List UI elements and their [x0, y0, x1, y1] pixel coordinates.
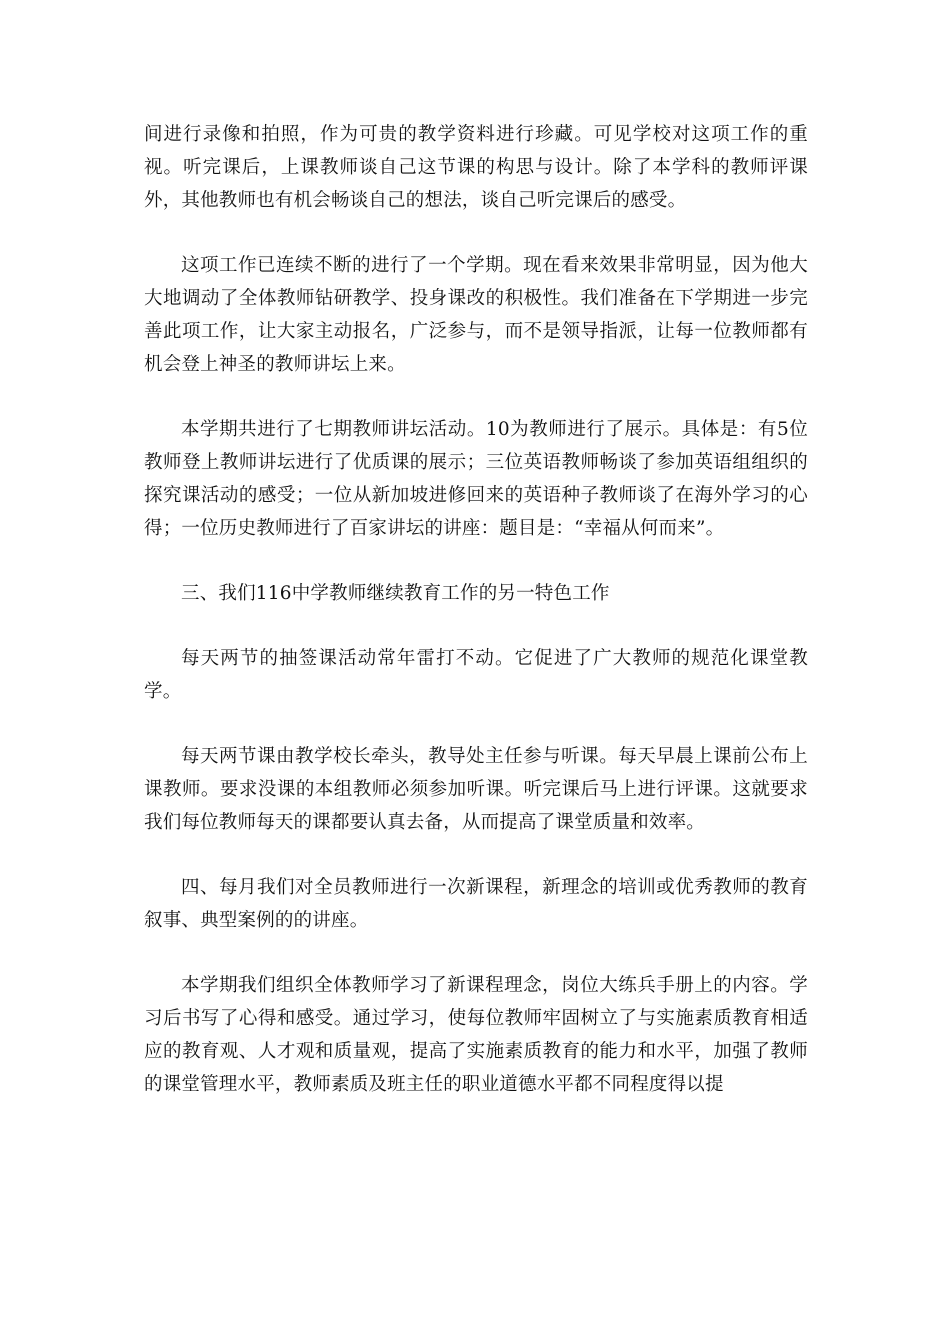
paragraph: 每天两节的抽签课活动常年雷打不动。它促进了广大教师的规范化课堂教学。	[144, 648, 808, 702]
paragraph-continued: 间进行录像和拍照，作为可贵的教学资料进行珍藏。可见学校对这项工作的重视。听完课后，上课教师谈自己这节课的构思与设计。除了本学科的教师评课外，其他教师也有机会畅谈自己的想法，谈自己听完课后的感受。	[144, 124, 808, 211]
section-heading: 四、每月我们对全员教师进行一次新课程，新理念的培训或优秀教师的教育叙事、典型案例的的讲座。	[144, 877, 808, 931]
paragraph: 每天两节课由教学校长牵头，教导处主任参与听课。每天早晨上课前公布上课教师。要求没课的本组教师必须参加听课。听完课后马上进行评课。这就要求我们每位教师每天的课都要认真去备，从而提高了课堂质量和效率。	[144, 746, 808, 833]
paragraph: 这项工作已连续不断的进行了一个学期。现在看来效果非常明显，因为他大大地调动了全体教师钻研教学、投身课改的积极性。我们准备在下学期进一步完善此项工作，让大家主动报名，广泛参与，而不是领导指派，让每一位教师都有机会登上神圣的教师讲坛上来。	[144, 255, 808, 375]
section-heading: 三、我们116中学教师继续教育工作的另一特色工作	[181, 583, 610, 604]
document-body	[144, 118, 808, 1133]
paragraph: 本学期共进行了七期教师讲坛活动。10为教师进行了展示。具体是：有5位教师登上教师讲坛进行了优质课的展示；三位英语教师畅谈了参加英语组组织的探究课活动的感受；一位从新加坡进修回来的英语种子教师谈了在海外学习的心得；一位历史教师进行了百家讲坛的讲座：题目是：“幸福从何而来”。	[144, 419, 808, 539]
paragraph: 本学期我们组织全体教师学习了新课程理念，岗位大练兵手册上的内容。学习后书写了心得和感受。通过学习，使每位教师牢固树立了与实施素质教育相适应的教育观、人才观和质量观，提高了实施素质教育的能力和水平，加强了教师的课堂管理水平，教师素质及班主任的职业道德水平都不同程度得以提	[144, 975, 808, 1095]
